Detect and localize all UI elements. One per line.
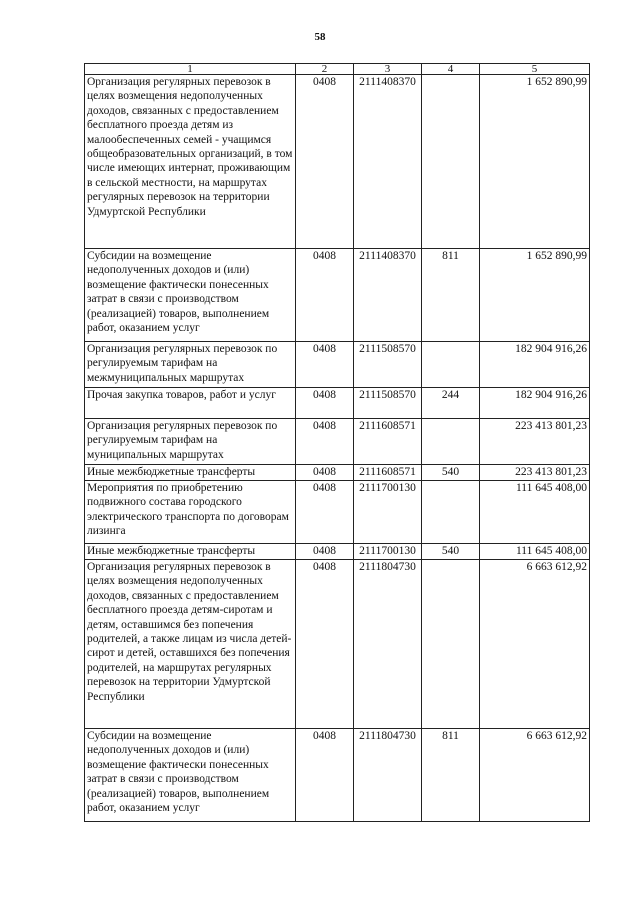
row-kind: 811 [422, 249, 480, 342]
row-name: Субсидии на возмещение недополученных доходов и (или) возмещение фактически понесенных затрат в связи с производством (реализацией) товаров, выполнением работ, оказанием услуг [85, 729, 296, 822]
row-kind: 540 [422, 465, 480, 481]
row-amount: 223 413 801,23 [480, 419, 590, 465]
row-kind [422, 342, 480, 388]
header-col-kind: 4 [422, 64, 480, 75]
row-kind: 540 [422, 544, 480, 560]
row-name: Организация регулярных перевозок по регулируемым тарифам на муниципальных маршрутах [85, 419, 296, 465]
row-section: 0408 [296, 419, 354, 465]
header-row [85, 64, 590, 75]
row-name: Иные межбюджетные трансферты [85, 544, 296, 560]
row-name: Субсидии на возмещение недополученных доходов и (или) возмещение фактически понесенных затрат в связи с производством (реализацией) товаров, выполнением работ, оказанием услуг [85, 249, 296, 342]
row-amount: 182 904 916,26 [480, 342, 590, 388]
row-target: 2111608571 [354, 465, 422, 481]
row-section: 0408 [296, 342, 354, 388]
row-target: 2111408370 [354, 249, 422, 342]
page-number: 58 [314, 31, 326, 43]
row-section: 0408 [296, 729, 354, 822]
table-row [85, 249, 590, 342]
row-target: 2111804730 [354, 560, 422, 729]
row-target: 2111408370 [354, 75, 422, 249]
table-row [85, 544, 590, 560]
row-section: 0408 [296, 465, 354, 481]
table-row [85, 729, 590, 822]
row-amount: 1 652 890,99 [480, 75, 590, 249]
row-section: 0408 [296, 560, 354, 729]
header-col-amount: 5 [480, 64, 590, 75]
row-section: 0408 [296, 75, 354, 249]
row-section: 0408 [296, 481, 354, 544]
row-name: Организация регулярных перевозок по регулируемым тарифам на межмуниципальных маршрутах [85, 342, 296, 388]
row-kind [422, 419, 480, 465]
row-amount: 182 904 916,26 [480, 388, 590, 419]
row-amount: 6 663 612,92 [480, 729, 590, 822]
header-col-section: 2 [296, 64, 354, 75]
row-target: 2111508570 [354, 388, 422, 419]
row-amount: 1 652 890,99 [480, 249, 590, 342]
row-section: 0408 [296, 544, 354, 560]
row-name: Организация регулярных перевозок в целях возмещения недополученных доходов, связанных с предоставлением бесплатного проезда детям-сиротам и детям, оставшимся без попечения родителей, а также лицам из числа детей-сирот и детей, оставшихся без попечения родителей, на маршрутах регулярных перевозок на территории Удмуртской Республики [85, 560, 296, 729]
row-kind: 811 [422, 729, 480, 822]
row-target: 2111700130 [354, 544, 422, 560]
budget-table [84, 63, 590, 822]
header-col-name: 1 [85, 64, 296, 75]
row-target: 2111700130 [354, 481, 422, 544]
table-row [85, 465, 590, 481]
row-kind [422, 560, 480, 729]
row-amount: 111 645 408,00 [480, 544, 590, 560]
row-amount: 6 663 612,92 [480, 560, 590, 729]
header-col-target: 3 [354, 64, 422, 75]
table-row [85, 342, 590, 388]
row-name: Организация регулярных перевозок в целях возмещения недополученных доходов, связанных с предоставлением бесплатного проезда детям из малообеспеченных семей - учащимся общеобразовательных организаций, в том числе имеющих интернат, проживающим в сельской местности, на маршрутах регулярных перевозок на территории Удмуртской Республики [85, 75, 296, 249]
table-row [85, 388, 590, 419]
row-target: 2111508570 [354, 342, 422, 388]
table-row [85, 481, 590, 544]
table-row [85, 75, 590, 249]
row-name: Мероприятия по приобретению подвижного состава городского электрического транспорта по договорам лизинга [85, 481, 296, 544]
row-section: 0408 [296, 388, 354, 419]
row-name: Иные межбюджетные трансферты [85, 465, 296, 481]
row-kind [422, 75, 480, 249]
row-target: 2111804730 [354, 729, 422, 822]
row-amount: 223 413 801,23 [480, 465, 590, 481]
table-row [85, 419, 590, 465]
row-amount: 111 645 408,00 [480, 481, 590, 544]
row-target: 2111608571 [354, 419, 422, 465]
row-kind [422, 481, 480, 544]
row-kind: 244 [422, 388, 480, 419]
row-section: 0408 [296, 249, 354, 342]
row-name: Прочая закупка товаров, работ и услуг [85, 388, 296, 419]
table-row [85, 560, 590, 729]
